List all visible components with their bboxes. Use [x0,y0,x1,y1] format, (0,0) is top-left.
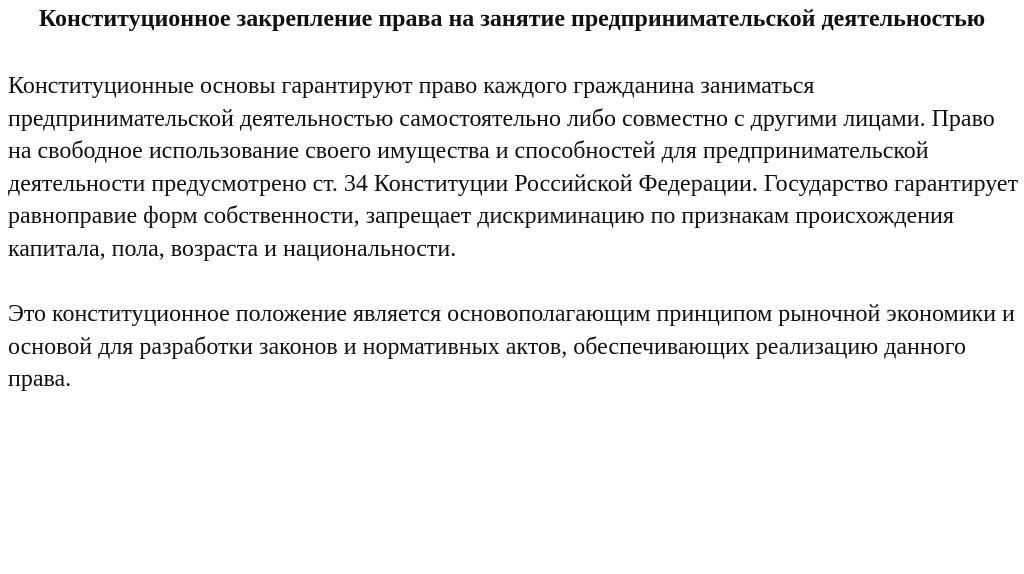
paragraph-2: Это конституционное положение является основополагающим принципом рыночной экономики и основой для разработки законов и нормативных актов, обеспечивающих реализацию данного права. [8,301,1015,393]
slide-title: Конституционное закрепление права на занятие предпринимательской деятельностью [38,6,986,32]
paragraph-spacer [8,266,1022,299]
paragraph-1: Конституционные основы гарантируют право каждого гражданина заниматься предпринимательской деятельностью самостоятельно либо совместно с другими лицами. Право на свободное использование своего имущества и способностей для предпринимательской деятельности предусмотрено ст. 34 Конституции Российской Федерации. Государство гарантирует равноправие форм собственности, запрещает дискриминацию по признакам происхождения капитала, пола, возраста и национальности. [8,73,1019,262]
slide-body [8,70,1022,396]
